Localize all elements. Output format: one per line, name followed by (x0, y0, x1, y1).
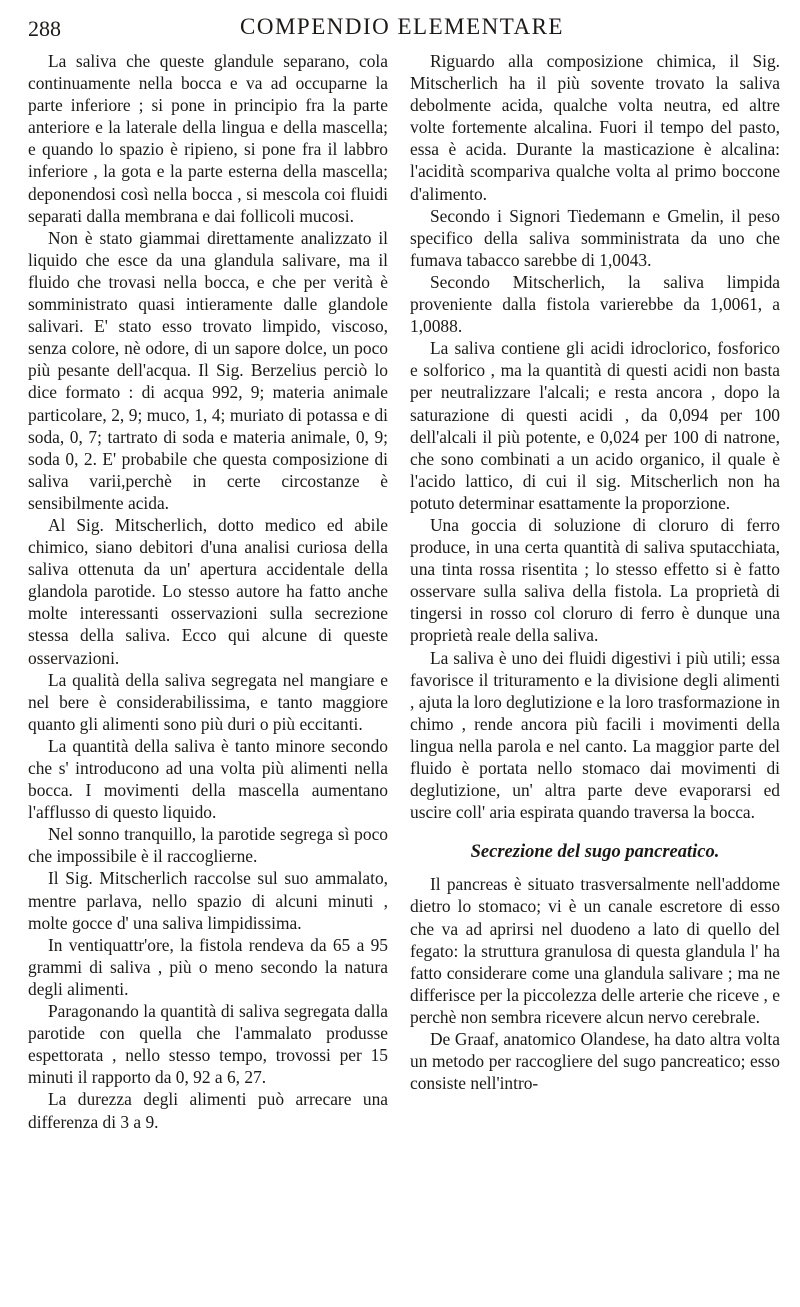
paragraph: La quantità della saliva è tanto minore secondo che s' introducono ad una volta più alimenti nella bocca. I movimenti della mascella aumentano l'afflusso di questo liquido. (28, 735, 388, 823)
paragraph: Paragonando la quantità di saliva segregata dalla parotide con quella che l'ammalato produsse espettorata , nello stesso tempo, trovossi per 15 minuti il rapporto da 0, 92 a 6, 27. (28, 1001, 388, 1088)
paragraph: La qualità della saliva segregata nel mangiare e nel bere è considerabilissima, e tanto maggiore quanto gli alimenti sono più duri o più eccitanti. (28, 669, 388, 734)
paragraph: De Graaf, anatomico Olandese, ha dato altra volta un metodo per raccogliere del sugo pancreatico; esso consiste nell'intro- (410, 1029, 780, 1094)
paragraph: Il pancreas è situato trasversalmente nell'addome dietro lo stomaco; vi è un canale escretore di esso che va ad aprirsi nel duodeno a lato di quello del fegato: la struttura granulosa di questa glandula l' ha fatto considerare come una glandula salivare ; ma ne differisce per la piccolezza delle arterie che riceve , e perchè non sembra ricevere alcun nervo cerebrale. (410, 874, 780, 1027)
paragraph: La saliva è uno dei fluidi digestivi i più utili; essa favorisce il trituramento e la divisione degli alimenti , ajuta la loro deglutizione e la loro trasformazione in chimo , rende ancora più facili i movimenti della lingua nella parola e nel canto. La maggior parte del fluido è portata nello stomaco dai movimenti di deglutizione, un' altra parte deve evaporarsi ed uscire coll' aria espirata quando traversa la bocca. (410, 647, 780, 823)
paragraph: Al Sig. Mitscherlich, dotto medico ed abile chimico, siano debitori d'una analisi curiosa della saliva ottenuta da un' apertura accidentale della glandola parotide. Lo stesso autore ha fatto anche molte interessanti osservazioni sulla secrezione stessa della saliva. Ecco qui alcune di queste osservazioni. (28, 514, 388, 668)
paragraph: Riguardo alla composizione chimica, il Sig. Mitscherlich ha il più sovente trovato la saliva debolmente acida, qualche volta neutra, ed altre volte fortemente alcalina. Fuori il tempo del pasto, essa è acida. Durante la masticazione è alcalina: l'acidità scompariva qualche volta al primo boccone d'alimento. (410, 51, 780, 204)
paragraph: La saliva contiene gli acidi idroclorico, fosforico e solforico , ma la quantità di questi acidi non basta per neutralizzare l'alcali; e resta ancora , dopo la saturazione di questi acidi , da 0,094 per 100 dell'alcali il più potente, e 0,024 per 100 di natrone, che sono combinati a un acido organico, il quale è l'acido lattico, di cui il sig. Mitscherlich non ha potuto determinar esattamente la proporzione. (410, 338, 780, 513)
paragraph: In ventiquattr'ore, la fistola rendeva da 65 a 95 grammi di saliva , più o meno secondo la natura degli alimenti. (28, 934, 388, 999)
page-number: 288 (28, 16, 61, 41)
paragraph: La durezza degli alimenti può arrecare una differenza di 3 a 9. (28, 1089, 388, 1132)
paragraph: Il Sig. Mitscherlich raccolse sul suo ammalato, mentre parlava, nello spazio di alcuni minuti , molte gocce d' una saliva limpidissima. (28, 868, 388, 933)
paragraph: Non è stato giammai direttamente analizzato il liquido che esce da una glandula salivare, ma il fluido che trovasi nella bocca, e che per verità è somministrato quasi intieramente dalle glandole salivari. E' stato esso trovato limpido, viscoso, senza colore, nè odore, di un sapore dolce, un poco più pesante dell'acqua. Il Sig. Berzelius perciò lo dice formato : di acqua 992, 9; materia animale particolare, 2, 9; muco, 1, 4; muriato di potassa e di soda, 0, 7; tartrato di soda e materia animale, 0, 9; soda 0, 2. E' probabile che questa composizione di saliva varii,perchè in certe circostanze è sensibilmente acida. (28, 227, 388, 513)
section-heading: Secrezione del sugo pancreatico. (470, 842, 720, 863)
running-title: COMPENDIO ELEMENTARE (240, 14, 564, 39)
right-column (410, 50, 780, 1094)
paragraph: La saliva che queste glandule separano, cola continuamente nella bocca e va ad occuparne la parte inferiore ; si pone in principio fra la parte anteriore e la laterale della lingua e della mascella; e quando lo spazio è ripieno, si pone fra il labbro inferiore , la gota e la parte esterna della mascella; deponendosi così nella bocca , si mescola coi fluidi separati dalla membrana e dai follicoli mucosi. (28, 51, 388, 226)
running-header (28, 12, 776, 46)
paragraph: Secondo Mitscherlich, la saliva limpida proveniente dalla fistola varierebbe da 1,0061, a 1,0088. (410, 271, 780, 337)
paragraph: Secondo i Signori Tiedemann e Gmelin, il peso specifico della saliva somministrata da uno che fumava tabacco sarebbe di 1,0043. (410, 205, 780, 270)
left-column (28, 50, 388, 1133)
paragraph: Una goccia di soluzione di cloruro di ferro produce, in una certa quantità di saliva sputacchiata, una tinta rossa risentita ; lo stesso effetto si è fatto osservare sulla saliva della fistola. La proprietà di tingersi in rosso col cloruro di ferro è dunque una proprietà reale della saliva. (410, 514, 780, 646)
paragraph: Nel sonno tranquillo, la parotide segrega sì poco che impossibile è il raccoglierne. (28, 824, 388, 867)
